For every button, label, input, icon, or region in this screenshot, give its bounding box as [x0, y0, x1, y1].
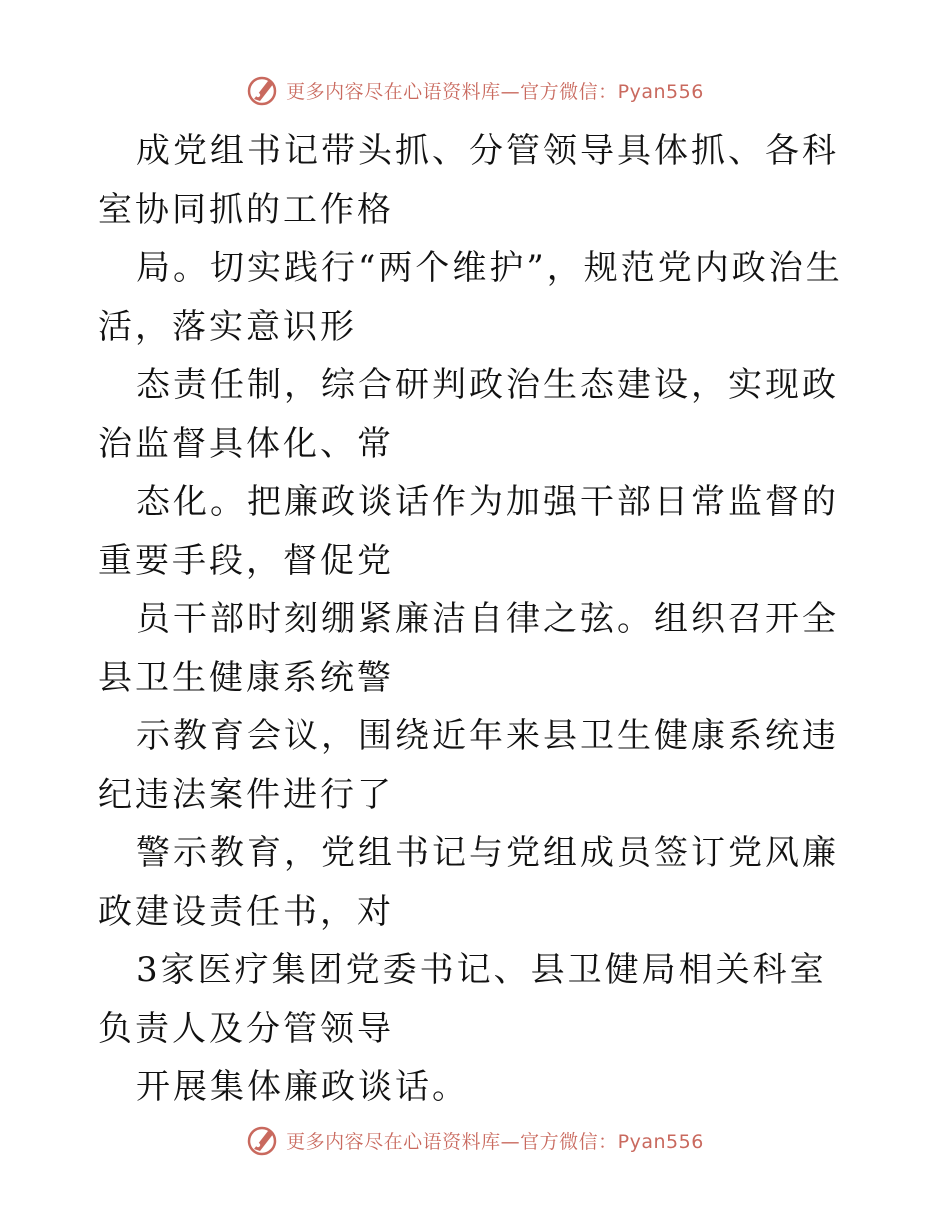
banner-text: 更多内容尽在心语资料库—官方微信：Pyan556 [286, 1130, 704, 1153]
header-banner [0, 70, 950, 110]
paragraph: 成党组书记带头抓、分管领导具体抓、各科室协同抓的工作格 [98, 131, 839, 230]
paragraph: 局。切实践行“两个维护”，规范党内政治生活，落实意识形 [98, 248, 843, 347]
banner-text: 更多内容尽在心语资料库—官方微信：Pyan556 [286, 80, 704, 103]
paragraph: 开展集体廉政谈话。 [136, 1067, 469, 1107]
paragraph: 态责任制，综合研判政治生态建设，实现政治监督具体化、常 [98, 365, 839, 464]
paragraph: 态化。把廉政谈话作为加强干部日常监督的重要手段，督促党 [98, 482, 839, 581]
paragraph: 警示教育，党组书记与党组成员签订党风廉政建设责任书，对 [98, 833, 839, 932]
footer-banner [0, 1120, 950, 1160]
pen-nib-logo-icon [246, 1123, 280, 1157]
paragraph: 3家医疗集团党委书记、县卫健局相关科室负责人及分管领导 [98, 950, 827, 1049]
paragraph: 示教育会议，围绕近年来县卫生健康系统违纪违法案件进行了 [98, 716, 839, 815]
document-body [98, 122, 858, 1117]
paragraph: 员干部时刻绷紧廉洁自律之弦。组织召开全县卫生健康系统警 [98, 599, 839, 698]
pen-nib-logo-icon [246, 73, 280, 107]
